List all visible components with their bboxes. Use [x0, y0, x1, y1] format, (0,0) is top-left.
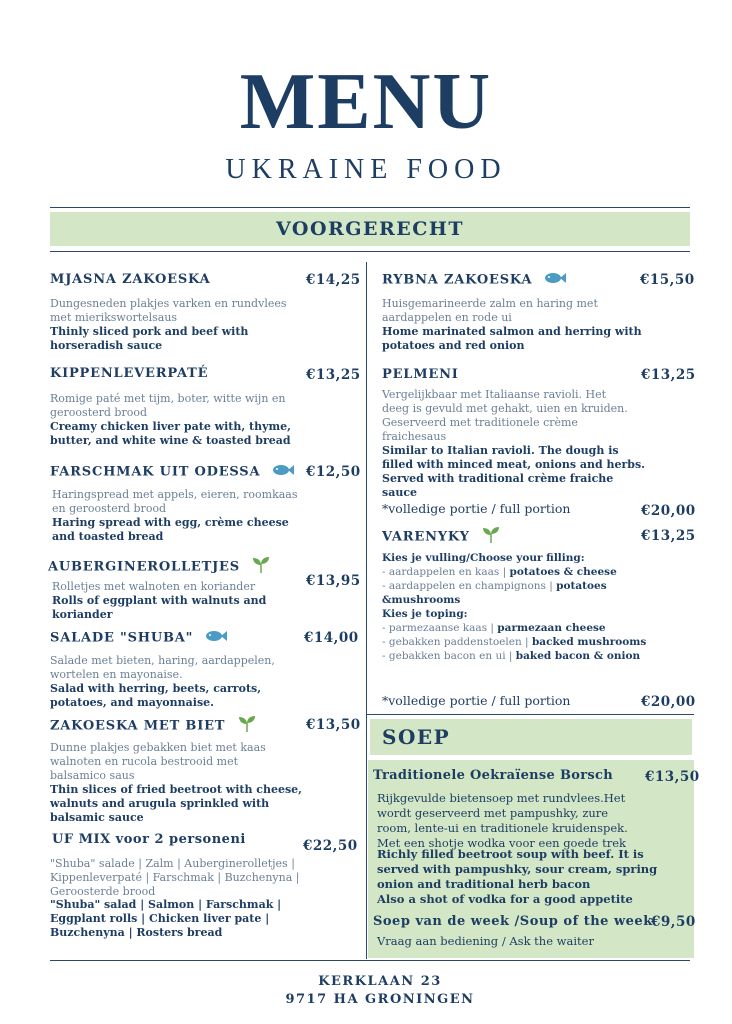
- top-divider: [50, 207, 690, 208]
- soup-of-week-note: Vraag aan bediening / Ask the waiter: [377, 934, 594, 948]
- soup-of-week-price: €9,50: [651, 914, 696, 930]
- soep-top-divider: [366, 714, 694, 715]
- menu-item-price: €15,50: [640, 272, 695, 288]
- filling-option: - aardappelen en champignons | potatoes &mushrooms: [382, 580, 607, 606]
- menu-item-price: €13,25: [641, 367, 696, 383]
- menu-item-price: €22,50: [303, 838, 358, 854]
- menu-item-name: [50, 716, 257, 736]
- menu-item-name-text: SALADE "SHUBA": [50, 630, 194, 646]
- fish-icon: [272, 464, 294, 480]
- menu-item-price: €14,00: [304, 630, 359, 646]
- menu-item-price: €13,25: [641, 528, 696, 544]
- menu-item-price: €13,25: [306, 367, 361, 383]
- menu-item-desc-en: Haring spread with egg, crème cheese and toasted bread: [52, 516, 289, 543]
- filling-options: [382, 551, 652, 663]
- topping-option: - parmezaanse kaas | parmezaan cheese: [382, 622, 606, 634]
- menu-item-desc-en: Similar to Italian ravioli. The dough is filled with minced meat, onions and herbs. Served with traditional crème fraiche sauce: [382, 444, 645, 499]
- menu-item-name: KIPPENLEVERPATÉ: [50, 366, 209, 381]
- page-title: MENU: [239, 58, 493, 146]
- topping-heading: Kies je toping:: [382, 608, 468, 620]
- menu-item-desc-en: Thin slices of fried beetroot with cheese, walnuts and arugula sprinkled with balsamic sauce: [50, 783, 303, 824]
- menu-item-desc-nl: Dungesneden plakjes varken en rundvlees met mierikswortelsaus: [50, 297, 287, 324]
- menu-item-price: €14,25: [306, 272, 361, 288]
- footer-city: 9717 HA GRONINGEN: [285, 992, 475, 1007]
- menu-item-desc-nl: "Shuba" salade | Zalm | Auberginerolletjes | Kippenleverpaté | Farschmak | Buzchenyna | Geroosterde brood: [50, 857, 300, 898]
- soup-name: Traditionele Oekraïense Borsch: [373, 768, 613, 783]
- menu-item-desc-nl: Salade met bieten, haring, aardappelen, wortelen en mayonaise.: [50, 654, 275, 681]
- menu-item-desc-en: Home marinated salmon and herring with potatoes and red onion: [382, 325, 642, 352]
- portion-label: *volledige portie / full portion: [382, 501, 571, 516]
- menu-item-desc-en: Thinly sliced pork and beef with horseradish sauce: [50, 325, 249, 352]
- section-banner-voorgerecht: [50, 212, 690, 246]
- leaf-icon: [237, 716, 257, 736]
- column-divider: [366, 262, 367, 959]
- section-banner-soep: [370, 719, 692, 755]
- menu-item-name-text: VARENYKY: [382, 529, 470, 545]
- filling-heading: Kies je vulling/Choose your filling:: [382, 552, 585, 564]
- menu-item-name: [50, 630, 227, 646]
- menu-item-name-text: AUBERGINEROLLETJES: [48, 559, 240, 575]
- portion-price: €20,00: [641, 694, 696, 710]
- menu-item-desc-nl: Vergelijkbaar met Italiaanse ravioli. Het deeg is gevuld met gehakt, uien en kruiden. Geserveerd met traditionele crème fraichesaus: [382, 388, 628, 443]
- banner-divider: [50, 251, 690, 252]
- page-subtitle: UKRAINE FOOD: [225, 154, 507, 185]
- menu-item-name: MJASNA ZAKOESKA: [50, 272, 211, 287]
- menu-item-desc-en: Rolls of eggplant with walnuts and koriander: [52, 594, 267, 621]
- soup-desc-nl: Rijkgevulde bietensoep met rundvlees.Het wordt geserveerd met pampushky, zure room, lente-ui en traditionele kruidenspek. Met een shotje wodka voor een goede trek: [377, 791, 628, 850]
- soup-of-week-name: Soep van de week /Soup of the week: [373, 914, 653, 929]
- portion-price: €20,00: [641, 503, 696, 519]
- filling-option: - aardappelen en kaas | potatoes & cheese: [382, 566, 617, 578]
- portion-label: *volledige portie / full portion: [382, 693, 571, 708]
- menu-item-desc-en: "Shuba" salad | Salmon | Farschmak | Eggplant rolls | Chicken liver pate | Buzchenyna | Rosters bread: [50, 898, 282, 939]
- menu-item-name: [50, 464, 294, 480]
- menu-item-price: €13,50: [306, 717, 361, 733]
- menu-item-name: PELMENI: [382, 367, 459, 382]
- menu-item-name-text: ZAKOESKA MET BIET: [50, 718, 226, 734]
- menu-item-name: UF MIX voor 2 personeni: [52, 832, 246, 847]
- leaf-icon: [481, 527, 501, 547]
- menu-item-name-text: RYBNA ZAKOESKA: [382, 272, 533, 288]
- section-title-voorgerecht: VOORGERECHT: [276, 218, 464, 240]
- menu-item-desc-nl: Romige paté met tijm, boter, witte wijn en geroosterd brood: [50, 392, 286, 419]
- menu-item-desc-en: Creamy chicken liver pate with, thyme, butter, and white wine & toasted bread: [50, 420, 291, 447]
- menu-item-desc-nl: Huisgemarineerde zalm en haring met aardappelen en rode ui: [382, 297, 598, 324]
- menu-item-desc-nl: Rolletjes met walnoten en koriander: [52, 580, 256, 593]
- bottom-divider: [50, 960, 690, 961]
- menu-item-name: [382, 527, 501, 547]
- soup-price: €13,50: [645, 769, 700, 785]
- menu-item-name-text: FARSCHMAK UIT ODESSA: [50, 464, 261, 480]
- menu-item-name: [48, 557, 271, 577]
- footer-address: KERKLAAN 23: [318, 974, 442, 989]
- leaf-icon: [251, 557, 271, 577]
- menu-item-desc-nl: Dunne plakjes gebakken biet met kaas walnoten en rucola bestrooid met balsamico saus: [50, 741, 266, 782]
- topping-option: - gebakken bacon en ui | baked bacon & onion: [382, 650, 641, 662]
- soup-desc-en: Richly filled beetroot soup with beef. It is served with pampushky, sour cream, spring onion and traditional herb bacon Also a shot of vodka for a good appetite: [377, 847, 658, 906]
- fish-icon: [205, 630, 227, 646]
- fish-icon: [544, 272, 566, 288]
- menu-item-name: [382, 272, 566, 288]
- topping-option: - gebakken paddenstoelen | backed mushrooms: [382, 636, 647, 648]
- menu-item-price: €12,50: [306, 464, 361, 480]
- menu-item-desc-nl: Haringspread met appels, eieren, roomkaas en geroosterd brood: [52, 488, 298, 515]
- menu-item-price: €13,95: [306, 573, 361, 589]
- section-title-soep: SOEP: [382, 725, 451, 749]
- menu-item-desc-en: Salad with herring, beets, carrots, potatoes, and mayonnaise.: [50, 682, 262, 709]
